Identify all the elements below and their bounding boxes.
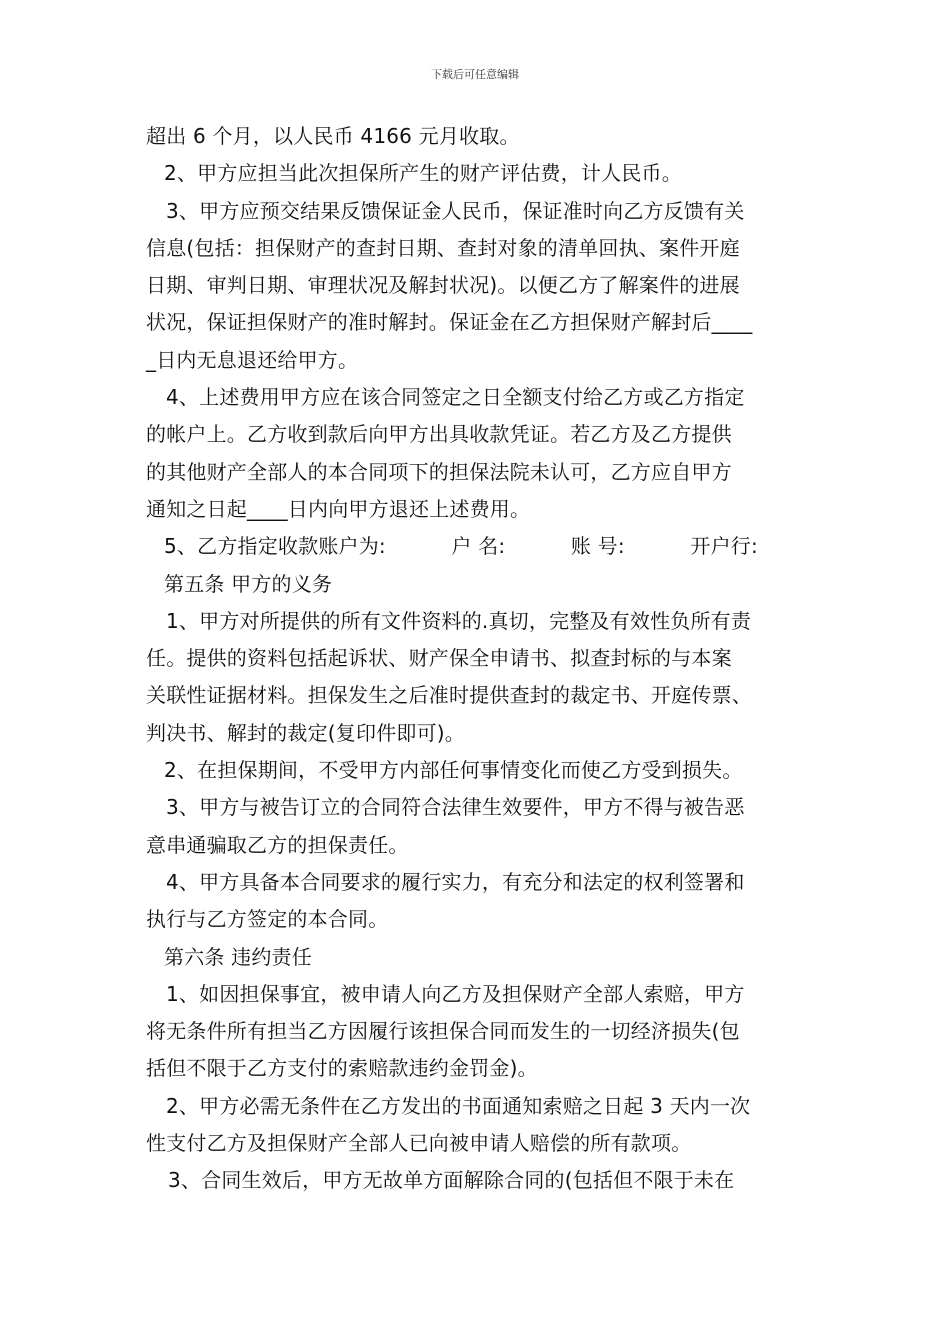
text-line: 的帐户上。乙方收到款后向甲方出具收款凭证。若乙方及乙方提供: [146, 422, 732, 447]
section-heading: 第五条 甲方的义务: [164, 571, 333, 596]
text-line: 日期、审判日期、审理状况及解封状况)。以便乙方了解案件的进展: [146, 273, 740, 298]
text-line: _日内无息退还给甲方。: [146, 347, 359, 372]
text-line: 2、在担保期间，不受甲方内部任何事情变化而使乙方受到损失。: [164, 758, 743, 783]
text-line: 2、甲方应担当此次担保所产生的财产评估费，计人民币。: [164, 161, 682, 186]
text-line: 判决书、解封的裁定(复印件即可)。: [146, 720, 466, 745]
text-line: 意串通骗取乙方的担保责任。: [146, 832, 409, 857]
text-line: 通知之日起____日内向甲方退还上述费用。: [146, 496, 531, 521]
text-line: 执行与乙方签定的本合同。: [146, 907, 389, 932]
text-line: 3、甲方应预交结果反馈保证金人民币，保证准时向乙方反馈有关: [166, 198, 745, 223]
text-line: 的其他财产全部人的本合同项下的担保法院未认可，乙方应自甲方: [146, 459, 732, 484]
text-line: 4、上述费用甲方应在该合同签定之日全额支付给乙方或乙方指定: [166, 385, 745, 410]
document-body: [146, 118, 826, 1200]
text-line: 信息(包括：担保财产的查封日期、查封对象的清单回执、案件开庭: [146, 235, 740, 260]
page-header: 下载后可任意编辑: [431, 68, 519, 81]
text-line: 4、甲方具备本合同要求的履行实力，有充分和法定的权利签署和: [166, 869, 745, 894]
section-heading: 第六条 违约责任: [164, 944, 312, 969]
text-line: 将无条件所有担当乙方因履行该担保合同而发生的一切经济损失(包: [146, 1019, 740, 1044]
text-line: 3、甲方与被告订立的合同符合法律生效要件，甲方不得与被告恶: [166, 795, 745, 820]
text-line: 性支付乙方及担保财产全部人已向被申请人赔偿的所有款项。: [146, 1131, 692, 1156]
text-line: 超出 6 个月，以人民币 4166 元月收取。: [146, 124, 520, 148]
text-line: 5、乙方指定收款账户为: 户 名: 账 号: 开户行:: [164, 534, 758, 559]
text-line: 3、合同生效后，甲方无故单方面解除合同的(包括但不限于未在: [168, 1168, 735, 1193]
text-line: 1、甲方对所提供的所有文件资料的.真切，完整及有效性负所有责: [166, 608, 752, 633]
text-line: 2、甲方必需无条件在乙方发出的书面通知索赔之日起 3 天内一次: [166, 1093, 751, 1118]
text-line: 任。提供的资料包括起诉状、财产保全申请书、拟查封标的与本案: [146, 646, 732, 671]
text-line: 括但不限于乙方支付的索赔款违约金罚金)。: [146, 1056, 538, 1081]
text-line: 1、如因担保事宜，被申请人向乙方及担保财产全部人索赔，甲方: [166, 981, 745, 1006]
text-line: 状况，保证担保财产的准时解封。保证金在乙方担保财产解封后____: [146, 310, 753, 335]
text-line: 关联性证据材料。担保发生之后准时提供查封的裁定书、开庭传票、: [146, 683, 752, 708]
